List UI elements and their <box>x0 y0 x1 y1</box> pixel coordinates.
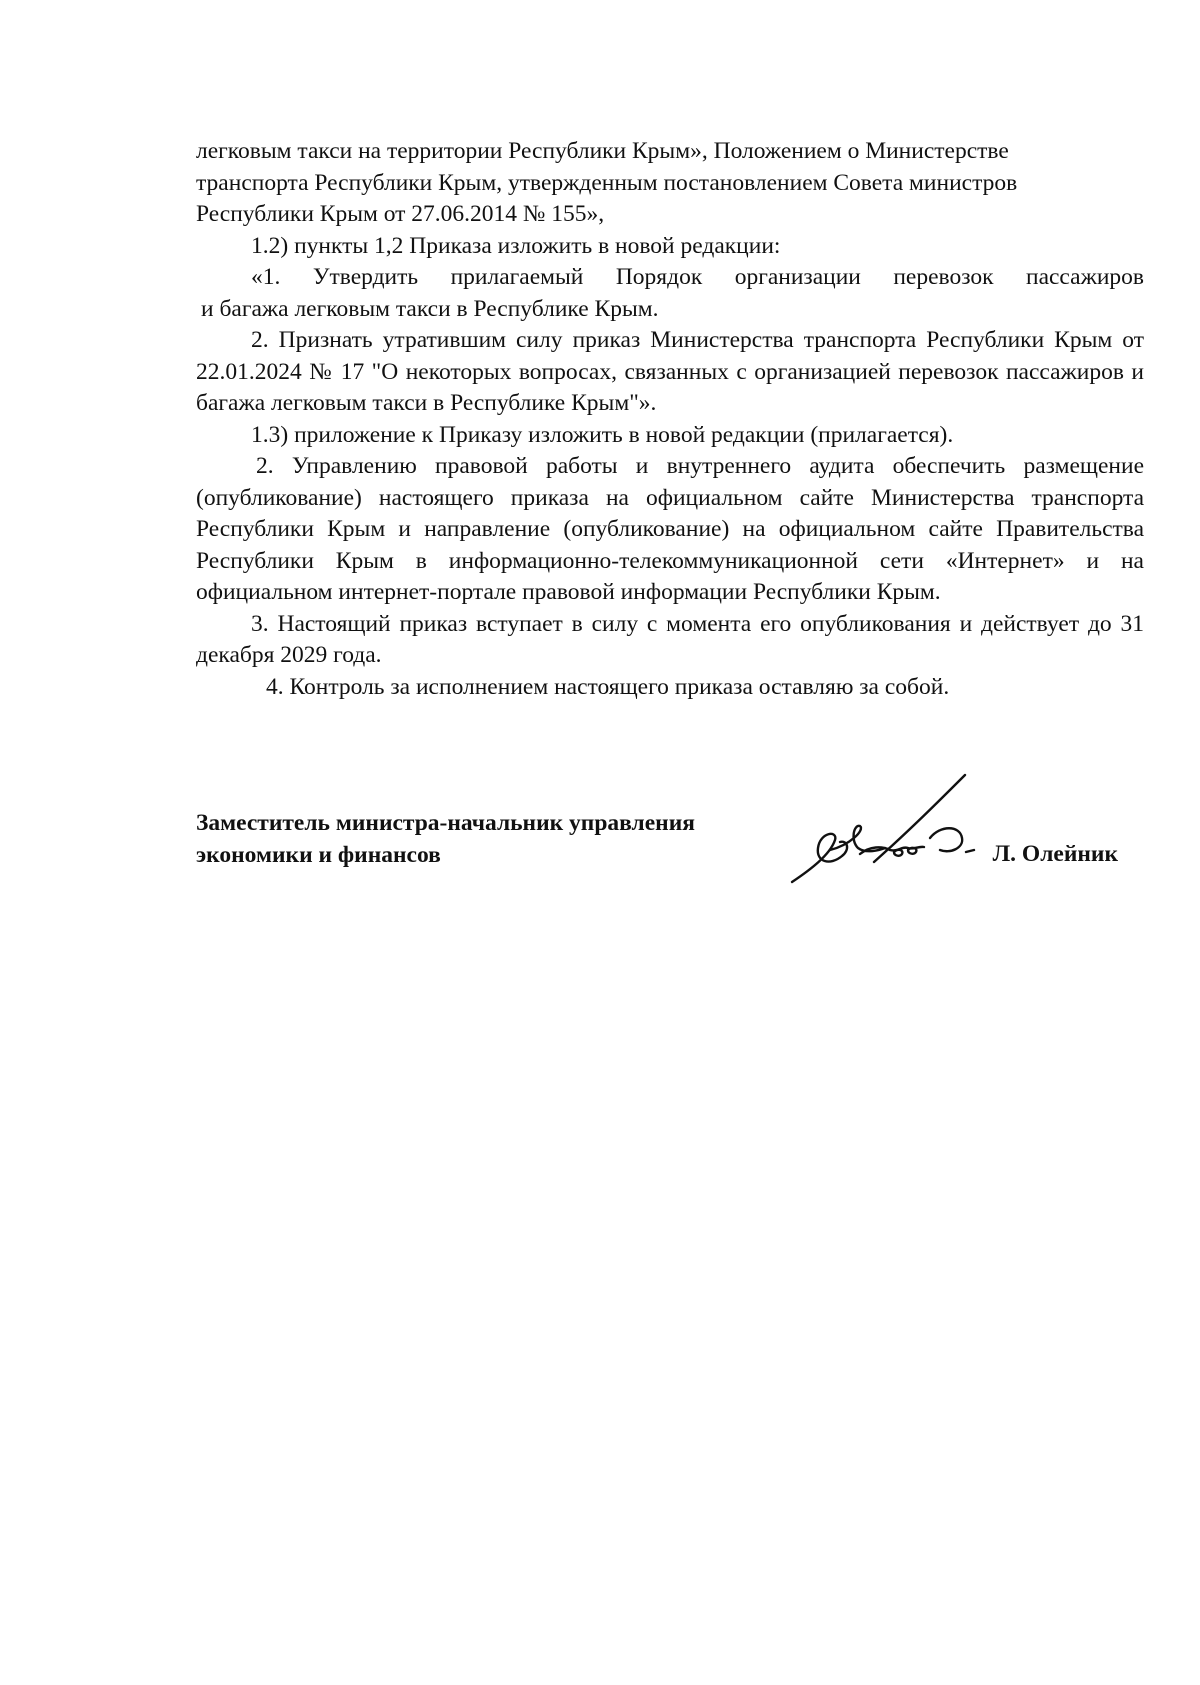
text-line: Республики Крым от 27.06.2014 № 155», <box>196 201 605 227</box>
position-line: Заместитель министра-начальник управления <box>196 810 695 836</box>
text-line: легковым такси на территории Республики Крым», Положением о Министерстве <box>196 138 1009 164</box>
paragraph-item-1-3: 1.3) приложение к Приказу изложить в новой редакции (прилагается). <box>251 421 954 448</box>
paragraph-quoted-item-2: 2. Признать утратившим силу приказ Министерства транспорта Республики Крым от 22.01.2024 № 17 "О некоторых вопросах, связанных с организацией перевозок пассажиров и багажа легковым такси в Республике Крым"». <box>196 327 1144 416</box>
paragraph-quoted-item-1 <box>196 262 1144 325</box>
paragraph-item-3: 3. Настоящий приказ вступает в силу с момента его опубликования и действует до 31 декабря 2029 года. <box>196 610 1144 668</box>
paragraph-continuation <box>196 136 1144 231</box>
text-line: транспорта Республики Крым, утвержденным постановлением Совета министров <box>196 169 1018 196</box>
signatory-name: Л. Олейник <box>992 841 1118 867</box>
document-body <box>196 136 1144 703</box>
position-line: экономики и финансов <box>196 841 441 868</box>
handwritten-signature <box>790 770 1010 900</box>
paragraph-item-2: 2. Управлению правовой работы и внутреннего аудита обеспечить размещение (опубликование) настоящего приказа на официальном сайте Министерства транспорта Республики Крым и направление (опубликование) на официальном сайте Правительства Республики Крым в информационно-телекоммуникационной сети «Интернет» и на официальном интернет-портале правовой информации Республики Крым. <box>196 453 1144 605</box>
text-line: и багажа легковым такси в Республике Крым. <box>201 295 659 322</box>
paragraph-item-4: 4. Контроль за исполнением настоящего приказа оставляю за собой. <box>266 673 950 700</box>
paragraph-item-1-2: 1.2) пункты 1,2 Приказа изложить в новой редакции: <box>251 232 781 259</box>
text-line: «1. Утвердить прилагаемый Порядок организации перевозок пассажиров <box>251 264 1144 290</box>
